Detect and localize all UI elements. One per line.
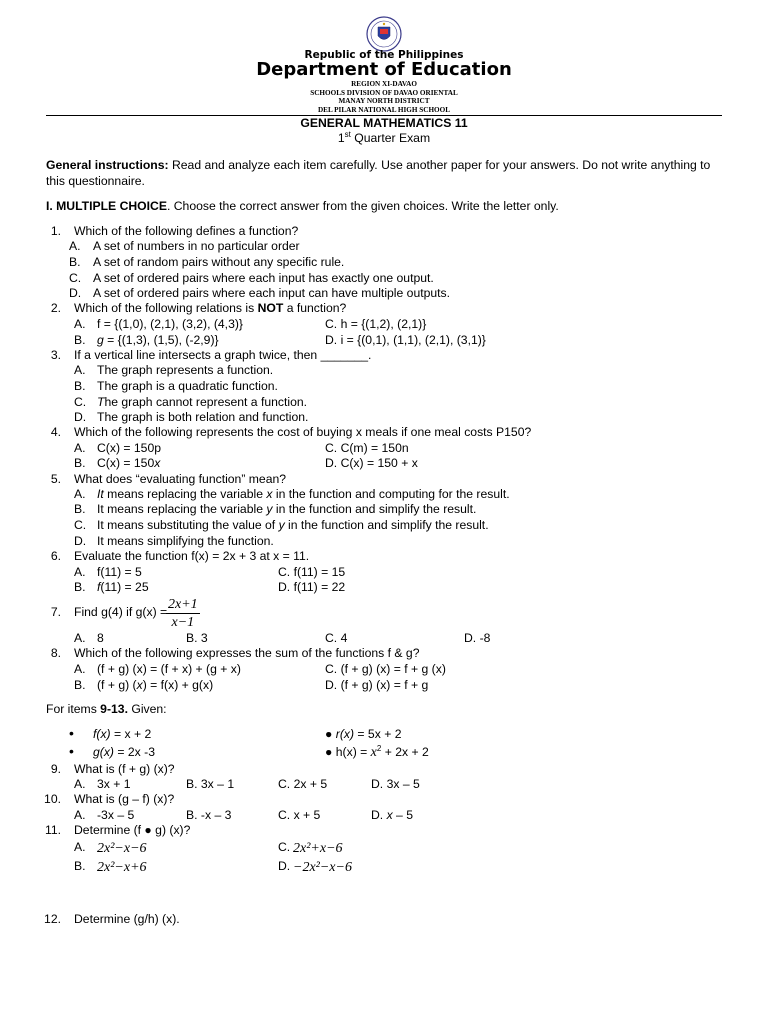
choice-text: D. -8 <box>464 631 491 645</box>
question-text: What is (g – f) (x)? <box>74 792 175 806</box>
choice-label: A. <box>74 317 86 331</box>
choice-text: (f + g) (x) = (f + x) + (g + x) <box>97 662 241 676</box>
choice-text: C. (f + g) (x) = f + g (x) <box>325 662 446 676</box>
choice-label: D. <box>278 859 291 873</box>
choice-text: B. 3 <box>186 631 208 645</box>
exam-title: GENERAL MATHEMATICS 11 <box>300 116 468 130</box>
fraction-expression <box>166 596 200 631</box>
choice-text: f(11) = 25 <box>97 580 149 594</box>
choice-label: A. <box>74 441 86 455</box>
choice-text: A set of ordered pairs where each input can have multiple outputs. <box>93 286 451 300</box>
question-number: 11. <box>44 823 61 837</box>
exam-quarter: 1st Quarter Exam <box>337 129 431 145</box>
fraction-denominator: x−1 <box>171 615 195 630</box>
choice-text: A set of random pairs without any specific rule. <box>93 255 345 269</box>
choice-label: A. <box>74 777 86 791</box>
question-text: What does “evaluating function” mean? <box>74 472 287 486</box>
choice-label: A. <box>69 239 81 253</box>
general-instructions: General instructions: Read and analyze each item carefully. Use another paper for your answers. Do not write anything to this questionnaire. <box>46 158 711 188</box>
choice-text: A set of numbers in no particular order <box>93 239 300 253</box>
question-number: 9. <box>50 762 61 776</box>
choice-text: The graph is a quadratic function. <box>97 379 278 393</box>
choice-text: -3x – 5 <box>97 808 135 822</box>
choice-expression: 2x²−x−6 <box>97 841 147 856</box>
choice-label: D. <box>74 534 87 548</box>
republic-line: Republic of the Philippines <box>304 49 464 61</box>
choice-expression: 2x²−x+6 <box>97 860 147 875</box>
given-r: ● r(x) = 5x + 2 <box>325 727 402 741</box>
choice-label: C. <box>74 518 87 532</box>
choice-label: A. <box>74 487 86 501</box>
choice-text: D. C(x) = 150 + x <box>325 456 418 470</box>
division-line: SCHOOLS DIVISION OF DAVAO ORIENTAL <box>310 88 458 97</box>
choice-label: D. <box>74 410 87 424</box>
bullet-icon: • <box>69 743 74 759</box>
department-name: Department of Education <box>256 59 512 80</box>
choice-expression: −2x²−x−6 <box>293 860 352 875</box>
question-number: 8. <box>50 646 61 660</box>
choice-label: A. <box>74 840 86 854</box>
choice-text: It means replacing the variable x in the function and computing for the result. <box>97 487 510 501</box>
choice-text: The graph cannot represent a function. <box>97 395 308 409</box>
choice-text: C. 2x + 5 <box>278 777 328 791</box>
choice-label: B. <box>74 456 86 470</box>
choice-text: The graph represents a function. <box>97 363 274 377</box>
choice-label: A. <box>74 363 86 377</box>
question-number: 7. <box>50 605 61 619</box>
question-text: What is (f + g) (x)? <box>74 762 175 776</box>
choice-expression: 2x²+x−6 <box>293 841 343 856</box>
question-number: 2. <box>50 301 61 315</box>
choice-text: D. 3x – 5 <box>371 777 420 791</box>
choice-label: A. <box>74 565 86 579</box>
choice-label: C. <box>74 395 87 409</box>
choice-text: C. x + 5 <box>278 808 321 822</box>
choice-text: D. (f + g) (x) = f + g <box>325 678 429 692</box>
question-text: Which of the following defines a function? <box>74 224 299 238</box>
district-line: MANAY NORTH DISTRICT <box>338 97 430 105</box>
choice-text: B. -x – 3 <box>186 808 232 822</box>
choice-label: A. <box>74 808 86 822</box>
choice-text: (f + g) (x) = f(x) + g(x) <box>97 678 214 692</box>
question-number: 4. <box>50 425 61 439</box>
choice-label: B. <box>74 502 86 516</box>
choice-text: C. h = {(1,2), (2,1)} <box>325 317 427 331</box>
choice-label: A. <box>74 631 86 645</box>
choice-label: C. <box>278 840 291 854</box>
choice-label: B. <box>74 678 86 692</box>
choice-text: C. 4 <box>325 631 348 645</box>
question-number: 3. <box>50 348 61 362</box>
question-number: 12. <box>44 912 61 926</box>
choice-text: 8 <box>97 631 104 645</box>
section-multiple-choice: I. MULTIPLE CHOICE. Choose the correct answer from the given choices. Write the letter only. <box>46 199 559 213</box>
choice-text: f = {(1,0), (2,1), (3,2), (4,3)} <box>97 317 243 331</box>
question-text: Determine (f ● g) (x)? <box>74 823 191 837</box>
given-h: ● $h(x) = x^2 + 2x + 2$ <box>325 743 429 760</box>
question-text: Which of the following expresses the sum of the functions f & g? <box>74 646 420 660</box>
choice-label: B. <box>69 255 81 269</box>
choice-text: It means substituting the value of y in the function and simplify the result. <box>97 518 489 532</box>
choice-label: B. <box>74 333 86 347</box>
question-number: 5. <box>50 472 61 486</box>
choice-label: B. <box>74 859 86 873</box>
choice-text: It means simplifying the function. <box>97 534 274 548</box>
question-number: 1. <box>50 224 61 238</box>
choice-text: B. 3x – 1 <box>186 777 235 791</box>
question-number: 6. <box>50 549 61 563</box>
choice-text: C. C(m) = 150n <box>325 441 409 455</box>
bullet-icon: • <box>69 725 74 741</box>
question-text: Evaluate the function f(x) = 2x + 3 at x = 11. <box>74 549 310 563</box>
choice-text: A set of ordered pairs where each input has exactly one output. <box>93 271 434 285</box>
choice-text: C(x) = 150x <box>97 456 161 470</box>
region-line: REGION XI-DAVAO <box>351 80 417 88</box>
choice-text: 3x + 1 <box>97 777 131 791</box>
question-text: If a vertical line intersects a graph twice, then _______. <box>74 348 372 362</box>
choice-label: D. <box>69 286 82 300</box>
given-g: g(x) = 2x -3 <box>93 745 155 759</box>
choice-label: B. <box>74 580 86 594</box>
choice-text: D. i = {(0,1), (1,1), (2,1), (3,1)} <box>325 333 486 347</box>
choice-text: D. x – 5 <box>371 808 414 822</box>
choice-text: g = {(1,3), (1,5), (-2,9)} <box>97 333 219 347</box>
choice-label: A. <box>74 662 86 676</box>
question-text: Determine (g/h) (x). <box>74 912 180 926</box>
choice-text: C(x) = 150p <box>97 441 162 455</box>
choice-label: B. <box>74 379 86 393</box>
choice-text: The graph is both relation and function. <box>97 410 309 424</box>
choice-label: C. <box>69 271 82 285</box>
choice-text: f(11) = 5 <box>97 565 142 579</box>
question-text: Find g(4) if g(x) = <box>74 605 168 619</box>
choice-text: D. f(11) = 22 <box>278 580 346 594</box>
given-f: f(x) = x + 2 <box>93 727 152 741</box>
fraction-numerator: 2x+1 <box>168 597 198 612</box>
choice-text: C. f(11) = 15 <box>278 565 346 579</box>
deped-seal-logo <box>366 16 402 52</box>
given-intro: For items 9-13. Given: <box>46 702 167 716</box>
question-number: 10. <box>44 792 61 806</box>
question-text: Which of the following represents the cost of buying x meals if one meal costs P150? <box>74 425 532 439</box>
school-line: DEL PILAR NATIONAL HIGH SCHOOL <box>317 105 451 114</box>
question-text: Which of the following relations is NOT a function? <box>74 301 347 315</box>
choice-text: It means replacing the variable y in the function and simplify the result. <box>97 502 477 516</box>
